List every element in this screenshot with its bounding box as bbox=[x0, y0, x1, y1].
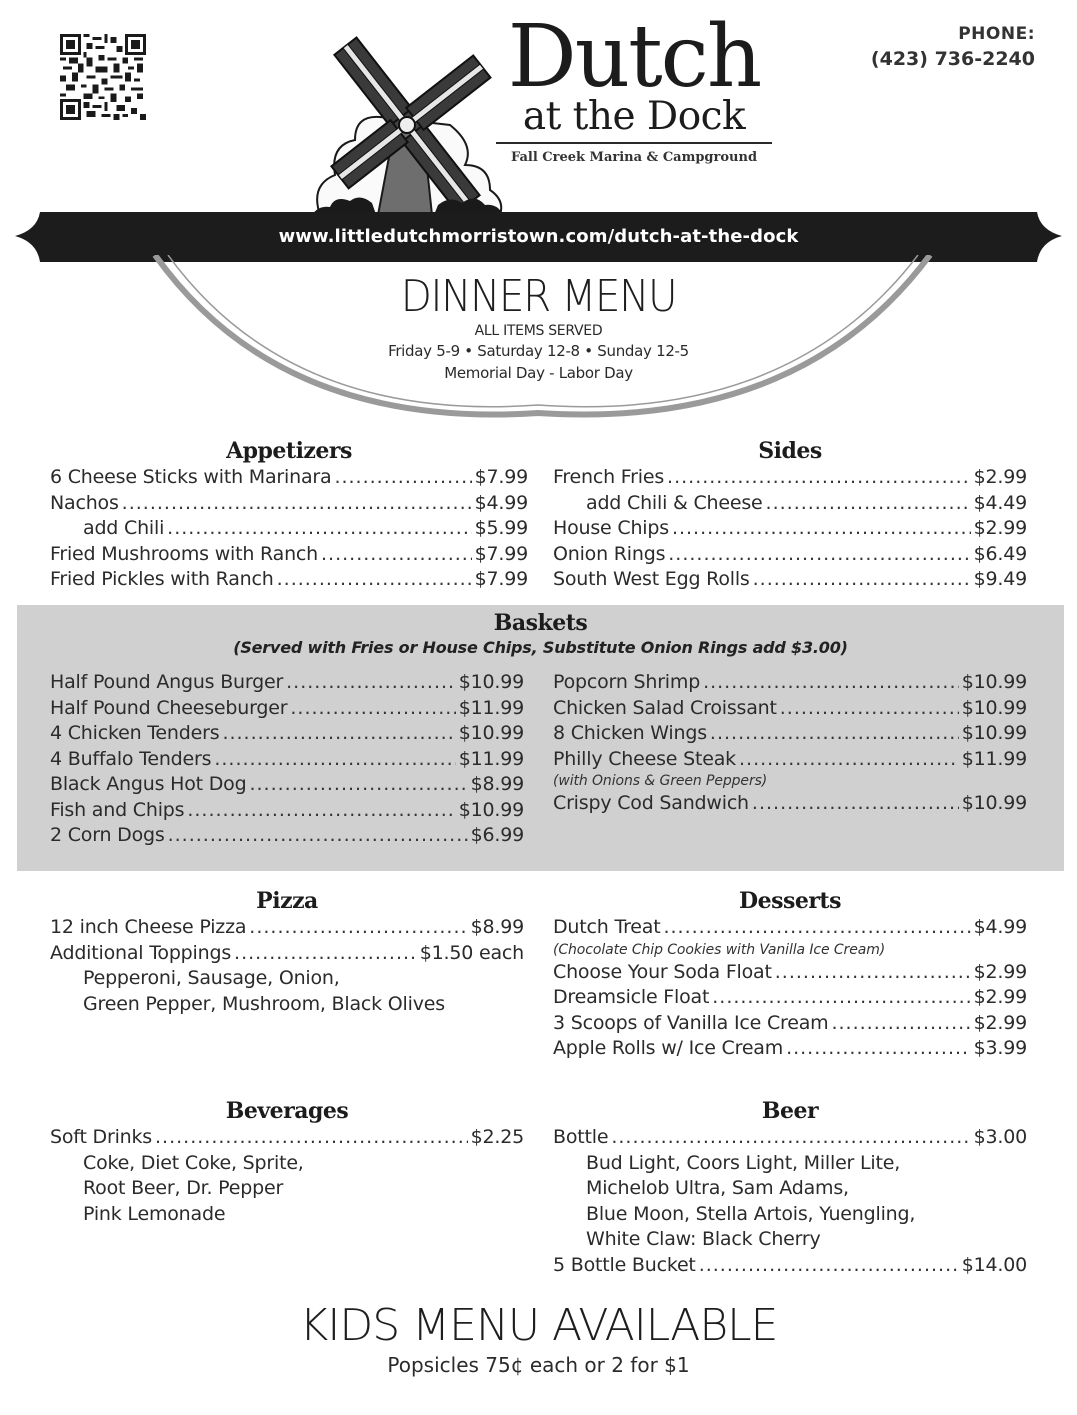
hours-text: Friday 5-9 • Saturday 12-8 • Sunday 12-5 bbox=[388, 342, 689, 360]
section-title: Beer bbox=[761, 1098, 819, 1124]
drink-options: Pink Lemonade bbox=[83, 1202, 226, 1225]
menu-item: Half Pound Cheeseburger ..... $11.99 bbox=[50, 696, 524, 722]
menu-item: 4 Chicken Tenders ..... $10.99 bbox=[50, 721, 524, 747]
section-pizza bbox=[50, 887, 524, 1017]
phone-block bbox=[871, 22, 1035, 72]
qr-code[interactable] bbox=[60, 34, 146, 120]
menu-item: Apple Rolls w/ Ice Cream ..... $3.99 bbox=[553, 1036, 1027, 1062]
menu-item: Philly Cheese Steak ..... $11.99 bbox=[553, 747, 1027, 773]
menu-header bbox=[0, 272, 1077, 384]
beer-options: Michelob Ultra, Sam Adams, bbox=[586, 1177, 849, 1199]
menu-item-addon: add Chili & Cheese ..... $4.49 bbox=[553, 491, 1027, 517]
menu-item: Dutch Treat ..... $4.99 bbox=[553, 915, 1027, 941]
section-title: Pizza bbox=[256, 888, 318, 914]
menu-item: 8 Chicken Wings ..... $10.99 bbox=[553, 721, 1027, 747]
popsicles-text: Popsicles 75¢ each or 2 for $1 bbox=[387, 1353, 690, 1377]
website-link[interactable]: www.littledutchmorristown.com/dutch-at-the-dock bbox=[278, 226, 799, 247]
menu-item: South West Egg Rolls ..... $9.49 bbox=[553, 567, 1027, 593]
baskets-note: (Served with Fries or House Chips, Substitute Onion Rings add $3.00) bbox=[233, 638, 848, 657]
brand-title: Dutch bbox=[507, 7, 761, 107]
menu-item: 5 Bottle Bucket ..... $14.00 bbox=[553, 1253, 1027, 1279]
menu-item: Half Pound Angus Burger ..... $10.99 bbox=[50, 670, 524, 696]
beer-options: White Claw: Black Cherry bbox=[586, 1228, 821, 1250]
menu-item: Crispy Cod Sandwich ..... $10.99 bbox=[553, 791, 1027, 817]
item-note: (with Onions & Green Peppers) bbox=[553, 773, 768, 789]
baskets-left-column bbox=[50, 670, 524, 849]
baskets-header bbox=[17, 609, 1064, 659]
menu-item: Chicken Salad Croissant ..... $10.99 bbox=[553, 696, 1027, 722]
menu-item: Nachos ..... $4.99 bbox=[50, 491, 528, 517]
brand-divider bbox=[496, 142, 772, 144]
menu-item: 6 Cheese Sticks with Marinara ..... $7.99 bbox=[50, 465, 528, 491]
section-beverages bbox=[50, 1097, 524, 1227]
item-note: (Chocolate Chip Cookies with Vanilla Ice Cream) bbox=[553, 941, 886, 958]
toppings-list: Green Pepper, Mushroom, Black Olives bbox=[83, 992, 445, 1015]
section-title: Sides bbox=[758, 438, 822, 464]
menu-item: 4 Buffalo Tenders ..... $11.99 bbox=[50, 747, 524, 773]
section-title: Desserts bbox=[739, 888, 841, 914]
phone-number[interactable]: (423) 736-2240 bbox=[870, 48, 1035, 70]
brand-tagline: Fall Creek Marina & Campground bbox=[510, 150, 758, 165]
section-desserts bbox=[553, 887, 1027, 1062]
brand-logo bbox=[496, 7, 772, 165]
drink-options: Root Beer, Dr. Pepper bbox=[83, 1177, 284, 1199]
toppings-list: Pepperoni, Sausage, Onion, bbox=[83, 967, 340, 989]
menu-item: 2 Corn Dogs ..... $6.99 bbox=[50, 823, 524, 849]
menu-item: Fried Mushrooms with Ranch ..... $7.99 bbox=[50, 542, 528, 568]
menu-item: Fish and Chips ..... $10.99 bbox=[50, 798, 524, 824]
drink-options: Coke, Diet Coke, Sprite, bbox=[83, 1151, 304, 1174]
menu-item: Popcorn Shrimp ..... $10.99 bbox=[553, 670, 1027, 696]
section-appetizers bbox=[50, 437, 528, 593]
menu-item: Onion Rings ..... $6.49 bbox=[553, 542, 1027, 568]
beer-options: Bud Light, Coors Light, Miller Lite, bbox=[586, 1151, 901, 1174]
menu-item: Dreamsicle Float ..... $2.99 bbox=[553, 985, 1027, 1011]
menu-item: 12 inch Cheese Pizza ..... $8.99 bbox=[50, 915, 524, 941]
menu-item: 3 Scoops of Vanilla Ice Cream ..... $2.99 bbox=[553, 1011, 1027, 1037]
menu-item: Black Angus Hot Dog ..... $8.99 bbox=[50, 772, 524, 798]
section-title: Baskets bbox=[493, 610, 588, 636]
menu-item: House Chips ..... $2.99 bbox=[553, 516, 1027, 542]
menu-item: French Fries ..... $2.99 bbox=[553, 465, 1027, 491]
kids-menu-footer bbox=[0, 1300, 1077, 1378]
section-sides bbox=[553, 437, 1027, 593]
section-title: Beverages bbox=[225, 1098, 349, 1124]
phone-label: PHONE: bbox=[958, 24, 1035, 44]
kids-menu-title: KIDS MENU AVAILABLE bbox=[299, 1300, 778, 1351]
served-label: ALL ITEMS SERVED bbox=[474, 323, 603, 339]
beer-options: Blue Moon, Stella Artois, Yuengling, bbox=[586, 1202, 916, 1225]
menu-item: Soft Drinks ..... $2.25 bbox=[50, 1125, 524, 1151]
menu-item: Additional Toppings ..... $1.50 each bbox=[50, 941, 524, 967]
menu-item: Bottle ..... $3.00 bbox=[553, 1125, 1027, 1151]
section-title: Appetizers bbox=[226, 438, 352, 464]
windmill-icon bbox=[300, 25, 510, 220]
season-text: Memorial Day - Labor Day bbox=[444, 364, 633, 382]
menu-item: Fried Pickles with Ranch ..... $7.99 bbox=[50, 567, 528, 593]
menu-item-addon: add Chili ..... $5.99 bbox=[50, 516, 528, 542]
baskets-right-column bbox=[553, 670, 1027, 817]
menu-item: Choose Your Soda Float ..... $2.99 bbox=[553, 960, 1027, 986]
page-title: DINNER MENU bbox=[400, 271, 677, 322]
brand-subtitle: at the Dock bbox=[522, 94, 746, 139]
section-beer bbox=[553, 1097, 1027, 1278]
